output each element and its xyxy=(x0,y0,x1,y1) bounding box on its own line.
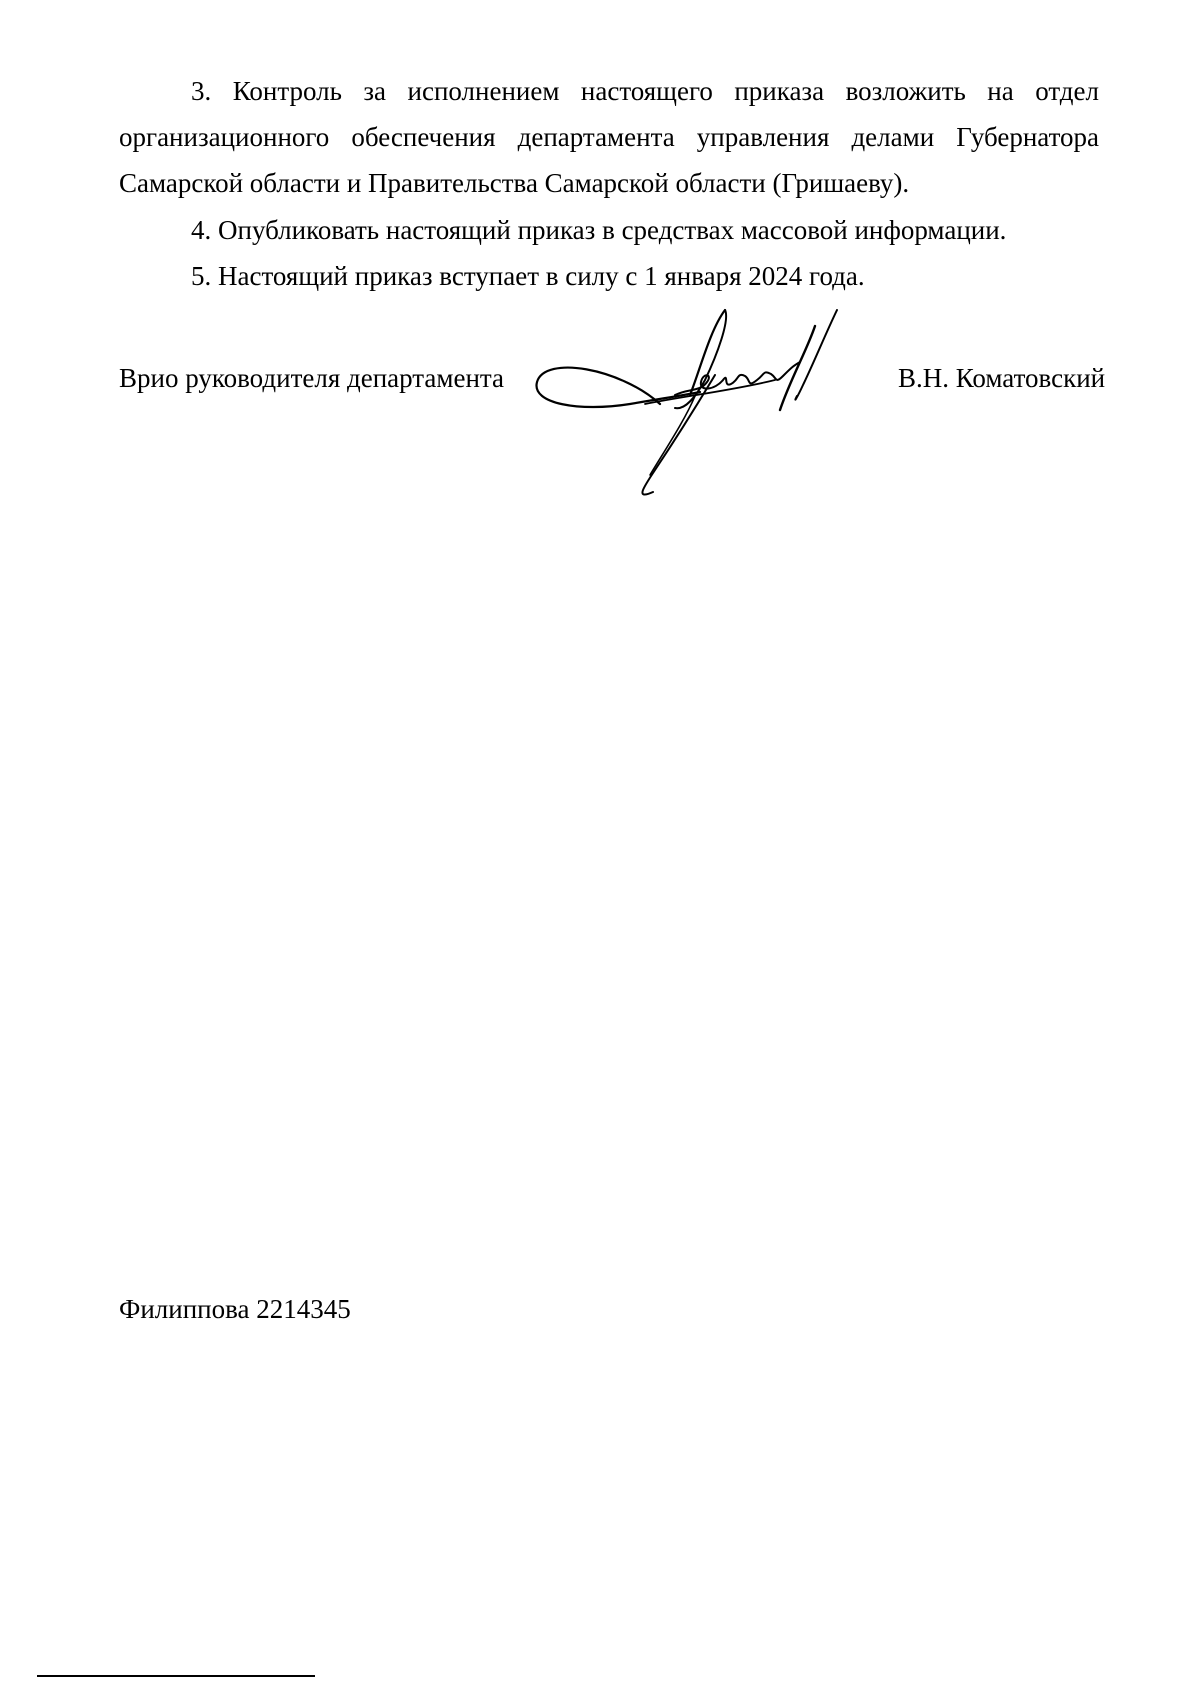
paragraph-5: 5. Настоящий приказ вступает в силу с 1 января 2024 года. xyxy=(191,261,865,291)
signatory-title: Врио руководителя департамента xyxy=(119,363,505,393)
paragraph-4: 4. Опубликовать настоящий приказ в средствах массовой информации. xyxy=(191,215,1007,245)
signatory-name: В.Н. Коматовский xyxy=(898,363,1106,393)
bottom-divider xyxy=(37,1675,315,1677)
handwritten-signature xyxy=(525,300,925,510)
executor-contact: Филиппова 2214345 xyxy=(119,1294,351,1324)
paragraph-3: 3. Контроль за исполнением настоящего приказа возложить на отдел организационного обеспечения департамента управления делами Губернатора Самарской области и Правительства Самарской области (Гришаеву). xyxy=(119,76,1099,198)
